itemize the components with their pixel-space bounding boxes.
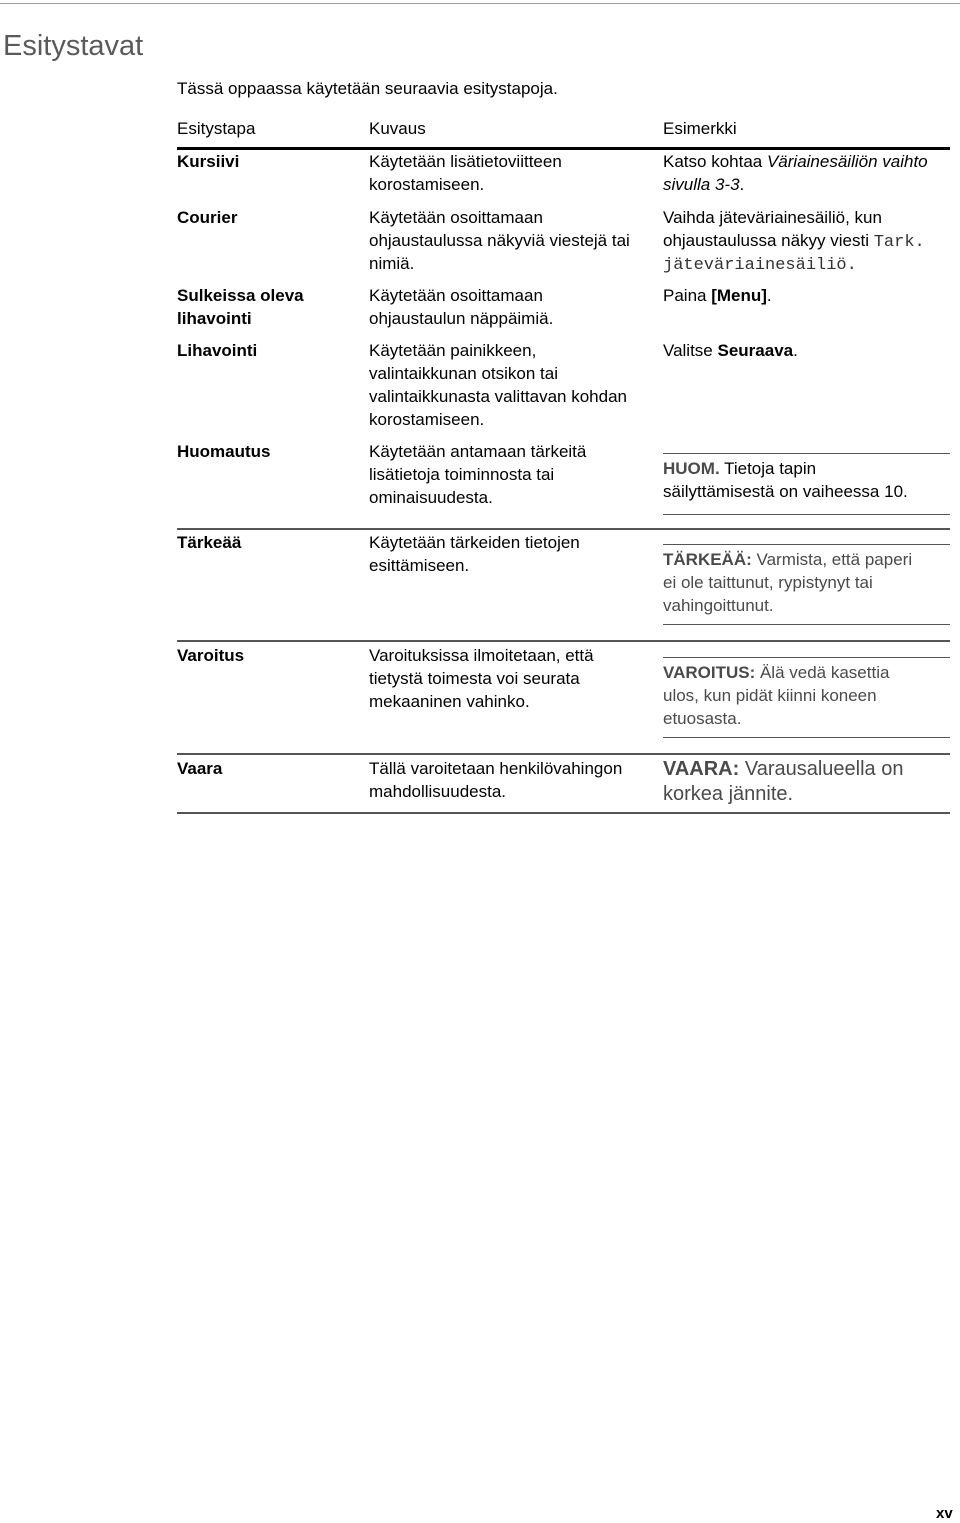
example-text: Paina	[663, 286, 712, 305]
example-mono: jäteväriainesäiliö.	[663, 256, 857, 275]
row-name: Courier	[177, 208, 238, 227]
caution-text: Älä vedä kasettia	[755, 663, 890, 682]
note-box	[663, 453, 950, 515]
important-text: Varmista, että paperi	[751, 550, 913, 569]
important-line: vahingoittunut.	[663, 596, 774, 615]
important-line	[663, 548, 950, 571]
example-text: .	[793, 341, 798, 360]
desc-line: ohjaustaulussa näkyviä viestejä tai	[369, 231, 630, 250]
example-bold: Seuraava	[717, 341, 794, 360]
row-name: Lihavointi	[177, 341, 258, 360]
header-description: Kuvaus	[369, 119, 426, 138]
example-mono: Tark.	[873, 233, 925, 252]
caution-line: ulos, kun pidät kiinni koneen	[663, 686, 877, 705]
row-description	[369, 757, 659, 803]
row-name	[177, 284, 357, 330]
important-content	[663, 545, 950, 617]
row-name: Vaara	[177, 759, 223, 778]
example-text: .	[739, 175, 745, 194]
note-rule-bottom	[663, 514, 950, 515]
row-description	[369, 339, 659, 431]
desc-line: Varoituksissa ilmoitetaan, että	[369, 646, 594, 665]
example-reference: sivulla 3-3	[663, 175, 740, 194]
example-text: Valitse	[663, 341, 718, 360]
desc-line: Käytetään osoittamaan	[369, 286, 543, 305]
row-description	[369, 644, 659, 713]
top-rule	[0, 3, 960, 4]
example-line: Vaihda jäteväriainesäiliö, kun	[663, 208, 882, 227]
example-line	[663, 229, 950, 254]
page-title: Esitystavat	[3, 30, 144, 62]
row-description	[369, 284, 659, 330]
desc-line: ominaisuudesta.	[369, 488, 493, 507]
row-separator	[177, 753, 950, 755]
note-line	[663, 457, 950, 480]
row-example	[663, 206, 950, 277]
example-reference: Väriainesäiliön vaihto	[766, 152, 928, 171]
caution-line: etuosasta.	[663, 709, 742, 728]
row-description	[369, 440, 659, 509]
row-separator	[177, 640, 950, 642]
desc-line: mekaaninen vahinko.	[369, 692, 530, 711]
desc-line: Käytetään lisätietoviitteen	[369, 152, 562, 171]
row-description	[369, 150, 659, 196]
row-name: Varoitus	[177, 646, 245, 665]
desc-line: korostamiseen.	[369, 175, 485, 194]
desc-line: korostamiseen.	[369, 410, 485, 429]
desc-line: valintaikkunasta valittavan kohdan	[369, 387, 627, 406]
caution-label: VAROITUS:	[663, 663, 756, 682]
caution-line	[663, 661, 950, 684]
note-label: HUOM.	[663, 459, 720, 478]
row-example	[663, 284, 950, 307]
row-separator	[177, 528, 950, 530]
row-name: Huomautus	[177, 442, 271, 461]
caution-box	[663, 657, 950, 738]
desc-line: Käytetään tärkeiden tietojen	[369, 533, 580, 552]
danger-example	[663, 757, 950, 807]
caution-rule-bottom	[663, 737, 950, 738]
note-content	[663, 454, 950, 503]
desc-line: Käytetään antamaan tärkeitä	[369, 442, 587, 461]
table-header	[177, 117, 950, 141]
desc-line: lisätietoja toiminnosta tai	[369, 465, 555, 484]
header-style: Esitystapa	[177, 119, 256, 138]
row-description	[369, 531, 659, 577]
conventions-table	[177, 117, 950, 805]
table-bottom-rule	[177, 812, 950, 814]
example-text: ohjaustaulussa näkyy viesti	[663, 231, 874, 250]
danger-line	[663, 757, 950, 782]
row-description	[369, 206, 659, 275]
desc-line: mahdollisuudesta.	[369, 782, 507, 801]
desc-line: tietystä toimesta voi seurata	[369, 669, 580, 688]
desc-line: Tällä varoitetaan henkilövahingon	[369, 759, 623, 778]
danger-line: korkea jännite.	[663, 783, 794, 805]
desc-line: valintaikkunan otsikon tai	[369, 364, 559, 383]
note-text: Tietoja tapin	[719, 459, 817, 478]
caution-content	[663, 658, 950, 730]
example-text: .	[766, 286, 772, 305]
header-examples: Esimerkki	[663, 119, 737, 138]
example-key: [Menu]	[711, 286, 767, 305]
danger-text: Varausalueella on	[739, 758, 904, 780]
important-box	[663, 544, 950, 625]
desc-line: ohjaustaulun näppäimiä.	[369, 309, 554, 328]
row-name: Tärkeää	[177, 533, 242, 552]
note-line: säilyttämisestä on vaiheessa 10.	[663, 482, 908, 501]
row-example	[663, 150, 950, 196]
desc-line: esittämiseen.	[369, 556, 470, 575]
example-line	[663, 150, 950, 173]
danger-label: VAARA:	[663, 758, 740, 780]
desc-line: Käytetään painikkeen,	[369, 341, 537, 360]
intro-text: Tässä oppaassa käytetään seuraavia esitystapoja.	[177, 79, 558, 98]
name-line: Sulkeissa oleva	[177, 286, 304, 305]
row-name: Kursiivi	[177, 152, 240, 171]
important-label: TÄRKEÄÄ:	[663, 550, 752, 569]
example-text: Katso kohtaa	[663, 152, 767, 171]
example-line	[663, 173, 950, 196]
important-line: ei ole taittunut, rypistynyt tai	[663, 573, 873, 592]
row-example	[663, 339, 950, 362]
name-line: lihavointi	[177, 309, 252, 328]
page-number: xv	[936, 1505, 953, 1522]
important-rule-bottom	[663, 624, 950, 625]
desc-line: Käytetään osoittamaan	[369, 208, 543, 227]
desc-line: nimiä.	[369, 254, 415, 273]
